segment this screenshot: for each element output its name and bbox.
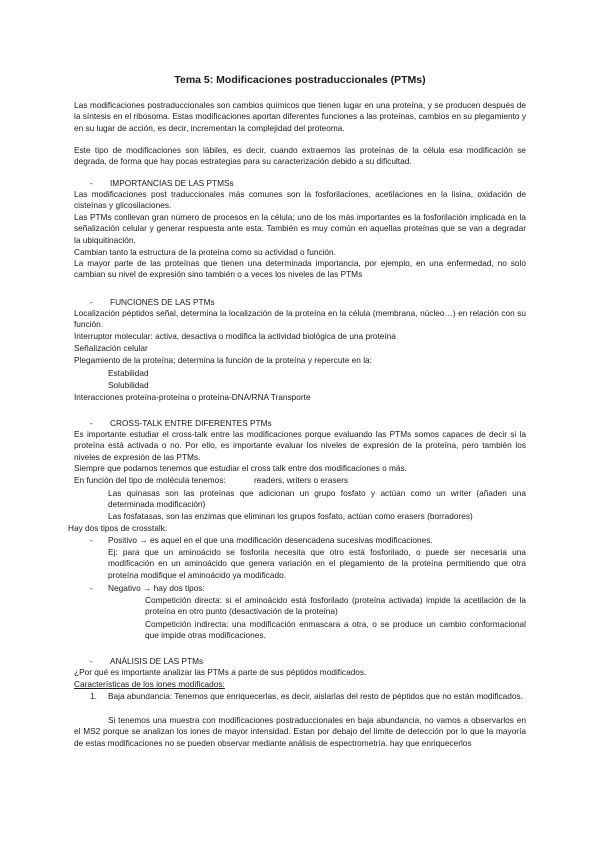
bullet-dash: - [90, 178, 93, 188]
paragraph: Si tenemos una muestra con modificaciones postraduccionales en baja abundancia, no vamos a observarlos en el MS2 porque se analizan los iones de mayor intensidad. Estan por debajo del limite de detección por lo que la mayoría de estas modificaciones no se pueden observar mediante análisis de espectrometría. hay que enriquecerlos [74, 715, 526, 748]
list-number: 1. [90, 691, 97, 701]
paragraph: ¿Por qué es importante analizar las PTMs a parte de sus péptidos modificados. [74, 667, 367, 677]
paragraph: En función del tipo de molécula tenemos: [74, 475, 226, 485]
section-heading-analisis [90, 656, 203, 667]
page-title: Tema 5: Modificaciones postraduccionales (PTMs) [174, 74, 426, 86]
paragraph: Las PTMs conllevan gran número de procesos en la célula; uno de los más importantes es la fosforilación implicada en la señalización celular y generar respuesta ante esta. También es muy común en aquellas proteínas que se van a degradar la ubiquitinación. [74, 212, 526, 245]
list-item: Estabilidad [108, 368, 149, 378]
paragraph: Interruptor molecular: activa, desactiva o modifica la actividad biológica de una proteína [74, 331, 396, 341]
bullet-dash: - [90, 297, 93, 307]
paragraph: Cambian tanto la estructura de la proteína como su actividad o función. [74, 247, 336, 257]
list-item: Negativo → hay dos tipos: [108, 583, 205, 593]
paragraph: Interacciones proteína-proteína o proteína-DNA/RNA Transporte [74, 392, 311, 402]
paragraph: Competición directa: si el aminoácido está fosforilado (proteína activada) impide la acetilación de la proteína en otro punto (desactivación de la proteína) [145, 595, 526, 617]
intro-paragraph-2: Este tipo de modificaciones son lábiles, es decir, cuando extraemos las proteínas de la célula esa modificación se degrada, de forma que hay pocas estrategias para su caracterización debido a su dificultad. [74, 145, 526, 167]
section-heading-cross-talk [90, 418, 272, 429]
paragraph: Plegamiento de la proteína; determina la función de la proteína y repercute en la: [74, 355, 372, 365]
list-item: Positivo → es aquel en el que una modificación desencadena sucesivas modificaciones. [108, 535, 433, 545]
paragraph: Competición indirecta: una modificación enmascara a otra, o se produce un cambio conformacional que impide otras modificaciones. [145, 619, 526, 641]
section-heading-funciones [90, 297, 215, 308]
subheading: Características de los iones modificados: [74, 679, 225, 689]
paragraph: readers, writers o erasers [254, 475, 349, 485]
paragraph: Siempre que podamos tenemos que estudiar el cross talk entre dos modificaciones o más. [74, 463, 407, 473]
section-title: ANÁLISIS DE LAS PTMs [110, 656, 204, 666]
paragraph: Las quinasas son las proteínas que adicionan un grupo fosfato y actúan como un writer (añaden una determinada modificación) [108, 488, 526, 510]
section-title: FUNCIONES DE LAS PTMs [110, 297, 215, 307]
paragraph: La mayor parte de las proteínas que tienen una determinada importancia, por ejemplo, en una enfermedad, no solo cambian su nivel de expresión sino también o a veces los niveles de las PTMs [74, 258, 526, 280]
paragraph: Hay dos tipos de crosstalk: [68, 523, 168, 533]
paragraph: Las modificaciones post traduccionales más comunes son la fosforilaciones, acetilaciones en la lisina, oxidación de cisteínas y glicosilaciones. [74, 189, 526, 211]
bullet-dash: - [90, 583, 93, 593]
paragraph: Ej: para que un aminoácido se fosforila necesita que otro está fosforilado, o puede ser necesaria una modificación en un aminoácido que genera variación en el plegamiento de la proteína permitiendo que otra proteína modifique el aminoácido ya modificado. [108, 547, 526, 580]
list-item: Solubilidad [108, 380, 149, 390]
bullet-dash: - [90, 656, 93, 666]
intro-paragraph-1: Las modificaciones postraduccionales son cambios químicos que tienen lugar en una proteína, y se producen después de la síntesis en el ribosoma. Estas modificaciones aportan diferentes funciones a las proteínas, cambios en su plegamiento y en su lugar de acción, es decir, incrementan la complejidad del proteoma. [74, 100, 526, 133]
section-title: IMPORTANCIAS DE LAS PTMSs [110, 178, 234, 188]
section-title: CROSS-TALK ENTRE DIFERENTES PTMs [110, 418, 272, 428]
list-item: Baja abundancia: Tenemos que enriquecerlas, es decir, aislarlas del resto de péptidos que no están modificados. [108, 691, 523, 701]
bullet-dash: - [90, 535, 93, 545]
section-heading-importancias [90, 178, 234, 189]
paragraph: Señalización celular [74, 343, 148, 353]
paragraph: Localización péptidos señal, determina la localización de la proteína en la célula (membrana, núcleo…) en relación con su función. [74, 308, 526, 330]
paragraph: Es importante estudiar el cross-talk entre las modificaciones porque evaluando las PTMs somos capaces de decir si la proteína está activada o no. Por ello, es importante evaluar los niveles de expresión de la proteína, pero también los niveles de expresión de las PTMs. [74, 429, 526, 462]
bullet-dash: - [90, 418, 93, 428]
paragraph: Las fosfatasas, son las enzimas que eliminan los grupos fosfato, actúan como erasers (borradores) [108, 511, 473, 521]
